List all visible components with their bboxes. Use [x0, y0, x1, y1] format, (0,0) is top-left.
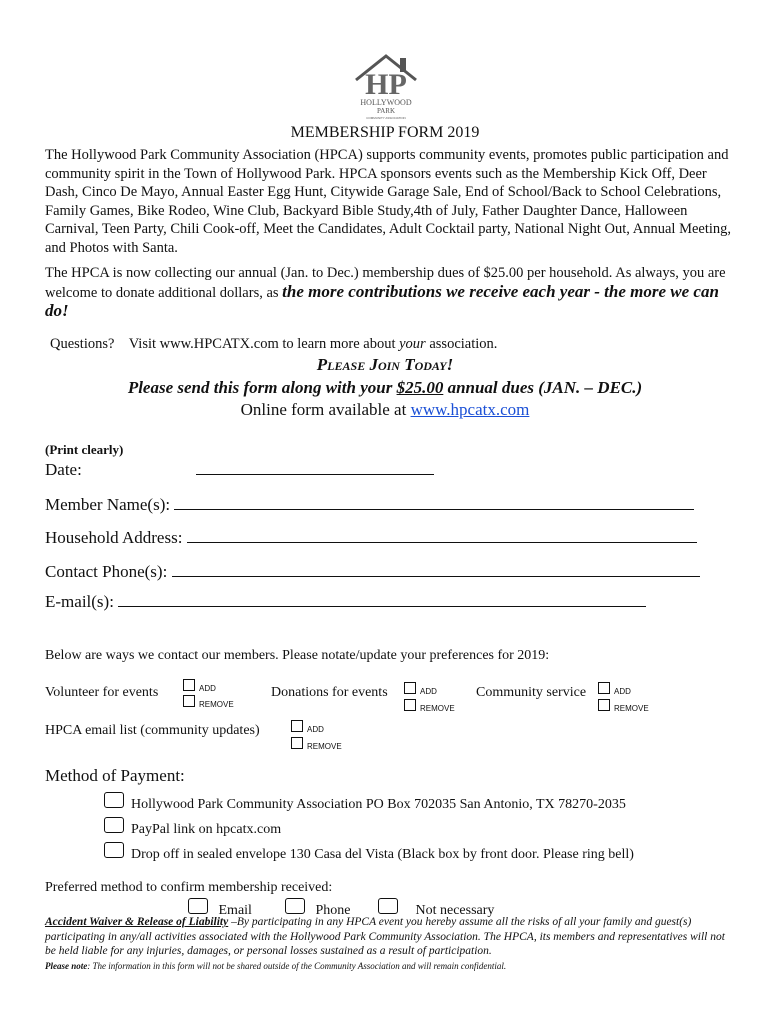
privacy-note [45, 961, 735, 971]
community-add[interactable] [598, 681, 631, 699]
volunteer-label: Volunteer for events [45, 685, 159, 700]
email-list-label: HPCA email list (community updates) [45, 723, 260, 738]
volunteer-add-label: ADD [199, 684, 216, 693]
community-remove-label: REMOVE [614, 704, 649, 713]
payment-option-2[interactable] [104, 817, 281, 838]
donations-add-checkbox[interactable] [404, 682, 416, 694]
email-input-line[interactable] [118, 592, 646, 607]
payment-option-3-box[interactable] [104, 842, 124, 858]
email-label: E-mail(s): [45, 592, 114, 611]
send-amount: $25.00 [396, 378, 444, 397]
community-remove-checkbox[interactable] [598, 699, 610, 711]
online-label: Online form available at [240, 400, 411, 419]
note-text: : The information in this form will not be shared outside of the Community Association and will remain confidential. [87, 961, 507, 971]
volunteer-remove[interactable] [183, 694, 234, 712]
phone-label: Contact Phone(s): [45, 562, 168, 581]
intro-paragraph: The Hollywood Park Community Association (HPCA) supports community events, promotes public participation and community spirit in the Town of Hollywood Park. HPCA sponsors events such as the Membership Kick Off, Deer Dash, Cinco De Mayo, Annual Easter Egg Hunt, Citywide Garage Sale, End of School/Back to School Celebrations, Family Games, Bike Rodeo, Wine Club, Backyard Bible Study,4th of July, Father Daughter Dance, Halloween Carnival, Teen Party, Chili Cook-off, Meet the Candidates, Adult Cocktail party, National Night Out, Annual Meeting, and Photos with Santa. [45, 147, 732, 256]
email-list-add[interactable] [291, 719, 324, 737]
address-label: Household Address: [45, 528, 183, 547]
phone-input-line[interactable] [172, 562, 700, 577]
email-field [45, 592, 646, 612]
confirm-email-label: Email [218, 903, 252, 918]
confirm-email-box[interactable] [188, 898, 208, 914]
logo-name-1: HOLLYWOOD [360, 98, 412, 107]
member-label: Member Name(s): [45, 495, 171, 514]
community-add-label: ADD [614, 687, 631, 696]
volunteer-remove-label: REMOVE [199, 700, 234, 709]
prefs-intro: Below are ways we contact our members. Please notate/update your preferences for 2019: [45, 648, 550, 663]
join-heading: Please Join Today! [316, 355, 454, 374]
logo-tagline: COMMUNITY ASSOCIATION [366, 116, 406, 120]
payment-heading: Method of Payment: [45, 766, 185, 785]
date-input-line[interactable] [196, 460, 434, 475]
waiver-title: Accident Waiver & Release of Liability [45, 916, 229, 928]
community-label: Community service [476, 685, 587, 700]
payment-option-1[interactable] [104, 792, 626, 813]
questions-text-a: Visit www.HPCATX.com to learn more about [128, 336, 400, 352]
donations-label: Donations for events [271, 685, 388, 700]
email-list-add-label: ADD [307, 725, 324, 734]
note-label: Please note [45, 961, 88, 971]
questions-line [50, 335, 740, 354]
email-list-remove-checkbox[interactable] [291, 737, 303, 749]
online-form-line [0, 400, 770, 420]
logo-name-2: PARK [376, 107, 396, 115]
confirm-none-box[interactable] [378, 898, 398, 914]
donations-remove-label: REMOVE [420, 704, 455, 713]
payment-option-1-label: Hollywood Park Community Association PO Box 702035 San Antonio, TX 78270-2035 [131, 797, 626, 812]
payment-option-1-box[interactable] [104, 792, 124, 808]
confirm-label: Preferred method to confirm membership received: [45, 880, 333, 895]
email-list-add-checkbox[interactable] [291, 720, 303, 732]
date-field [45, 460, 434, 480]
date-label: Date: [45, 460, 82, 479]
phone-field [45, 562, 700, 582]
send-b: annual dues (JAN. – DEC.) [443, 378, 643, 397]
address-field [45, 528, 697, 548]
questions-text-b: association. [425, 336, 498, 352]
dues-paragraph [45, 264, 735, 322]
payment-option-2-label: PayPal link on hpcatx.com [131, 822, 282, 837]
community-remove[interactable] [598, 698, 649, 716]
logo-initials: HP [365, 68, 407, 101]
confirm-phone-label: Phone [315, 903, 351, 918]
send-a: Please send this form along with your [127, 378, 397, 397]
waiver-paragraph [45, 915, 735, 959]
online-link[interactable]: www.hpcatx.com [410, 400, 530, 419]
donations-add-label: ADD [420, 687, 437, 696]
donations-remove-checkbox[interactable] [404, 699, 416, 711]
hpca-logo [340, 50, 432, 120]
confirm-none-label: Not necessary [415, 903, 495, 918]
address-input-line[interactable] [187, 528, 697, 543]
volunteer-add-checkbox[interactable] [183, 679, 195, 691]
waiver-text: –By participating in any HPCA event you hereby assume all the risks of all your family and guest(s) participating in any/all activities associated with the Hollywood Park Community Association. The HPCA, its members and representatives will not be held liable for any injuries, damages, or personal losses sustained as a result of participation. [45, 916, 725, 957]
member-input-line[interactable] [174, 495, 694, 510]
questions-label: Questions? [50, 336, 115, 352]
volunteer-remove-checkbox[interactable] [183, 695, 195, 707]
print-clearly: (Print clearly) [45, 442, 124, 457]
dues-emphasis: the more contributions we receive each year - the more we can do! [45, 281, 719, 320]
dues-text: The HPCA is now collecting our annual (Jan. to Dec.) membership dues of $25.00 per household. As always, you are welcome to donate additional dollars, as [45, 265, 726, 301]
send-instructions [0, 378, 770, 398]
confirm-phone-box[interactable] [285, 898, 305, 914]
payment-option-3[interactable] [104, 842, 634, 863]
email-list-remove-label: REMOVE [307, 742, 342, 751]
member-field [45, 495, 694, 515]
payment-option-2-box[interactable] [104, 817, 124, 833]
payment-option-3-label: Drop off in sealed envelope 130 Casa del Vista (Black box by front door. Please ring bell) [131, 847, 634, 862]
form-title: MEMBERSHIP FORM 2019 [290, 124, 480, 141]
questions-em: your [399, 336, 426, 352]
community-add-checkbox[interactable] [598, 682, 610, 694]
email-list-remove[interactable] [291, 736, 342, 754]
donations-add[interactable] [404, 681, 437, 699]
donations-remove[interactable] [404, 698, 455, 716]
